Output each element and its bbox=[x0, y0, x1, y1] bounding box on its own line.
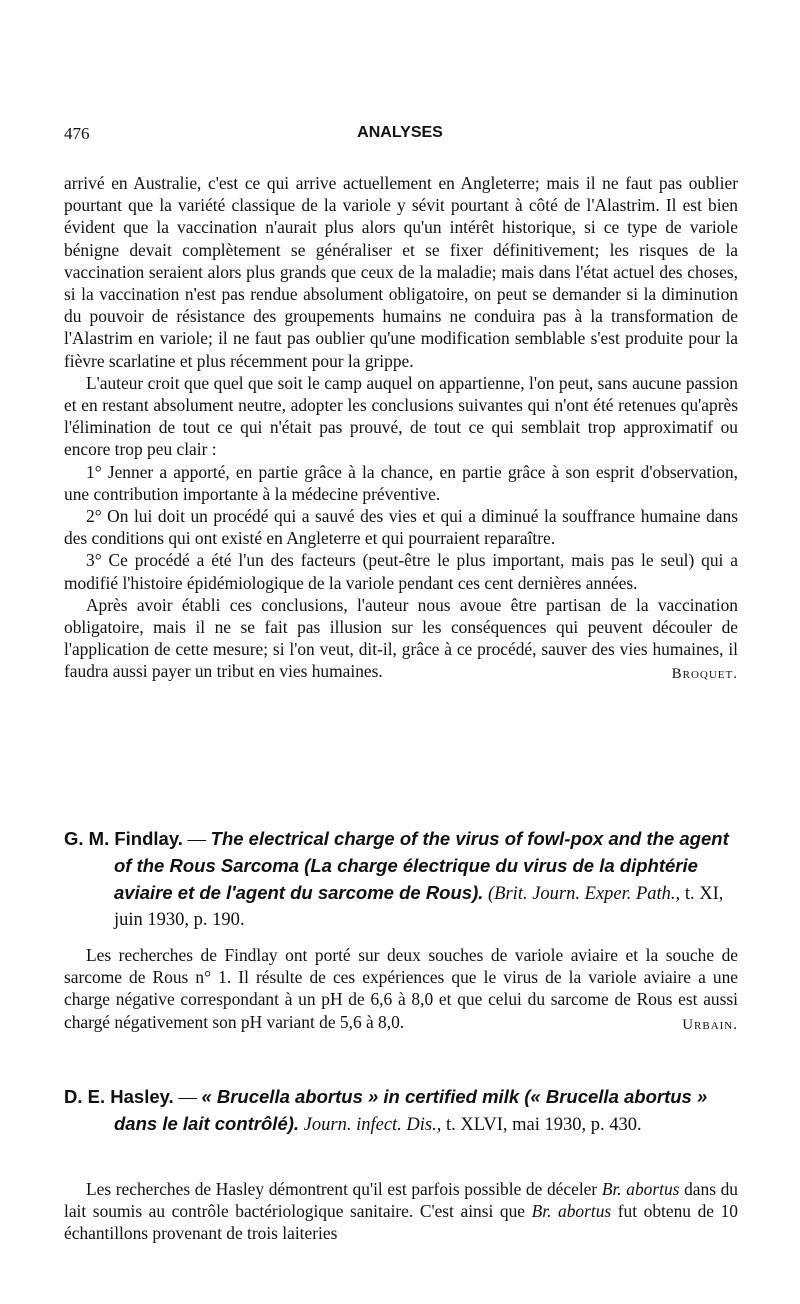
reference-title: The electrical charge of the virus of fowl-pox and the agent of the Rous Sarcoma (La charge électrique du virus de la diphtérie aviaire et de l'agent du sarcome de Rous). bbox=[114, 828, 729, 903]
paragraph: Les recherches de Hasley démontrent qu'il est parfois possible de déceler Br. abortus dans du lait soumis au contrôle bactériologique sanitaire. C'est ainsi que Br. abortus fut obtenu de 10 échantillons provenant de trois laiteries bbox=[64, 1179, 738, 1244]
signature: Urbain. bbox=[682, 1016, 738, 1033]
signature: Broquet. bbox=[671, 666, 738, 683]
reference-details: t. XLVI, mai 1930, p. 430. bbox=[441, 1115, 642, 1135]
section-hasley bbox=[64, 1178, 738, 1245]
running-title: ANALYSES bbox=[357, 124, 443, 141]
section-findlay bbox=[64, 944, 738, 1036]
page-header bbox=[64, 124, 736, 148]
paragraph: Les recherches de Findlay ont porté sur deux souches de variole aviaire et la souche de sarcome de Rous n° 1. Il résulte de ces expériences que le virus de la variole aviaire a une charge négative correspondant à un pH de 6,6 à 8,0 et que celui du sarcome de Rous est aussi chargé négativement son pH variant de 5,6 à 8,0. Urbain. bbox=[64, 944, 738, 1033]
reference-author: D. E. Hasley. bbox=[64, 1086, 174, 1107]
reference-journal: Journ. infect. Dis., bbox=[299, 1115, 442, 1135]
conclusion-2: 2° On lui doit un procédé qui a sauvé des vies et qui a diminué la souffrance humaine dans des conditions qui ont existé en Angleterre et qui pourraient reparaître. bbox=[64, 506, 738, 549]
reference-details: t. XI, juin 1930, p. 190. bbox=[114, 884, 724, 930]
reference-hasley bbox=[64, 1084, 738, 1138]
conclusion-3: 3° Ce procédé a été l'un des facteurs (peut-être le plus important, mais pas le seul) qui a modifié l'histoire épidémiologique de la variole pendant ces cent dernières années. bbox=[64, 550, 738, 593]
paragraph: L'auteur croit que quel que soit le camp auquel on appartienne, l'on peut, sans aucune passion et en restant absolument neutre, adopter les conclusions suivantes qui n'ont été retenues qu'après l'élimination de tout ce qui n'était pas prouvé, de tout ce qui semblait trop approximatif ou encore trop peu clair : bbox=[64, 372, 738, 460]
reference-heading: G. M. Findlay. — The electrical charge of the virus of fowl-pox and the agent of the Rous Sarcoma (La charge électrique du virus de la diphtérie aviaire et de l'agent du sarcome de Rous). (Brit. Journ. Exper. Path., t. XI, juin 1930, p. 190. bbox=[64, 828, 729, 930]
page-number: 476 bbox=[64, 124, 90, 143]
section-vaccination bbox=[64, 172, 738, 686]
reference-author: G. M. Findlay. bbox=[64, 828, 183, 849]
conclusion-1: 1° Jenner a apporté, en partie grâce à la chance, en partie grâce à son esprit d'observation, une contribution importante à la médecine préventive. bbox=[64, 461, 738, 504]
paragraph: Après avoir établi ces conclusions, l'auteur nous avoue être partisan de la vaccination obligatoire, mais il ne se fait pas illusion sur les conséquences qui peuvent découler de l'application de cette mesure; si l'on veut, dit-il, grâce à ce procédé, sauver des vies humaines, il faudra aussi payer un tribut en vies humaines. Broquet. bbox=[64, 594, 738, 683]
closing-paragraph bbox=[64, 594, 738, 686]
reference-journal: (Brit. Journ. Exper. Path., bbox=[488, 884, 681, 904]
reference-findlay bbox=[64, 826, 738, 933]
paragraph: arrivé en Australie, c'est ce qui arrive actuellement en Angleterre; mais il ne faut pas oublier pourtant que la variété classique de la variole y sévit pourtant à côté de l'Alastrim. Il est bien évident que la vaccination n'aurait plus alors qu'un intérêt historique, si ce type de variole bénigne devait complètement se généraliser et se fixer définitivement; les risques de la vaccination seraient alors plus grands que ceux de la maladie; mais dans l'état actuel des choses, si la vaccination n'est pas rendue absolument obligatoire, on peut se demander si la diminution du pouvoir de résistance des groupements humains ne conduira pas à la transformation de l'Alastrim en variole; il ne faut pas oublier qu'une modification semblable s'est produite pour la fièvre scarlatine et plus récemment pour la grippe. bbox=[64, 173, 738, 371]
reference-title: « Brucella abortus » in certified milk (« Brucella abortus » dans le lait contrôlé). bbox=[114, 1086, 708, 1134]
reference-heading: D. E. Hasley. — « Brucella abortus » in certified milk (« Brucella abortus » dans le lait contrôlé). Journ. infect. Dis., t. XLVI, mai 1930, p. 430. bbox=[64, 1086, 708, 1135]
